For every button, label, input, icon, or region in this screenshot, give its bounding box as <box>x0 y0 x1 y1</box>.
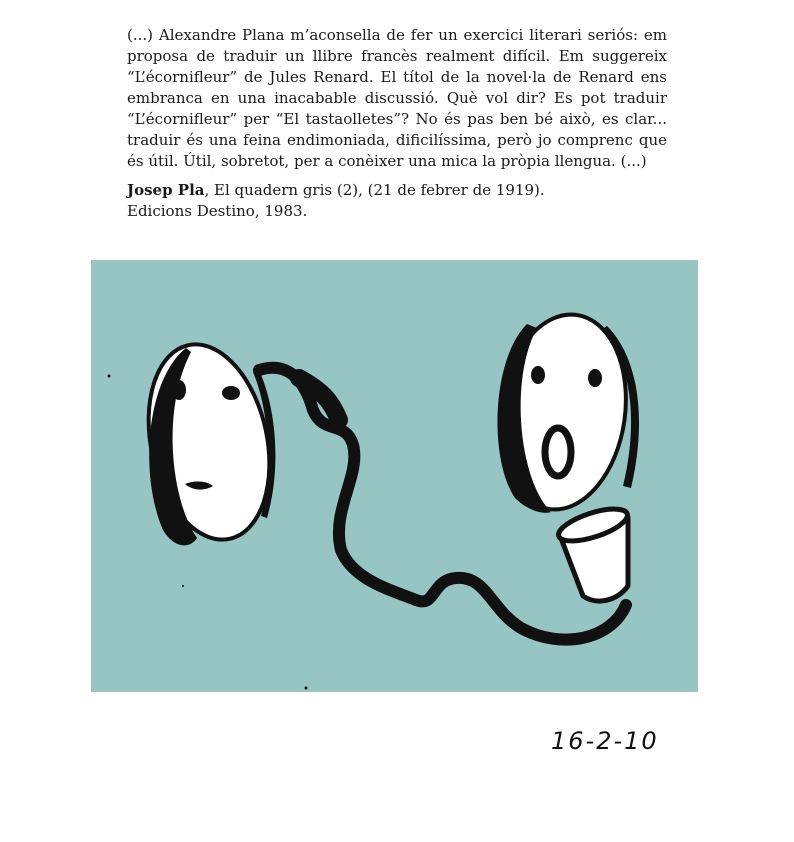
citation <box>127 180 667 222</box>
citation-work: , El quadern gris (2), (21 de febrer de 1919). <box>204 181 545 199</box>
right-face-eye-left <box>531 366 545 384</box>
left-face-eye-left <box>172 380 186 400</box>
citation-publisher: Edicions Destino, 1983. <box>127 202 308 220</box>
quote-paragraph: (...) Alexandre Plana m’aconsella de fer un exercici literari seriós: em proposa de traduir un llibre francès realment difícil. Em suggereix “L’écornifleur” de Jules Renard. El títol de la novel·la de Renard ens embranca en una inacabable discussió. Què vol dir? Es pot traduir “L’écornifleur” per “El tastaolletes”? No és pas ben bé això, es clar... traduir és una feina endimoniada, dificilíssima, però jo comprenc que és útil. Útil, sobretot, per a conèixer una mica la pròpia llengua. (...) <box>127 26 667 170</box>
telephone-faces-illustration <box>91 260 698 692</box>
right-face-eye-right <box>588 369 602 387</box>
illustration-drawing <box>91 260 698 692</box>
right-face <box>488 306 639 517</box>
cup-telephone <box>555 502 631 601</box>
left-face-eye-right <box>222 386 240 400</box>
date-signature: 16-2-10 <box>551 727 659 755</box>
citation-line <box>127 180 667 201</box>
citation-author: Josep Pla <box>127 181 205 199</box>
